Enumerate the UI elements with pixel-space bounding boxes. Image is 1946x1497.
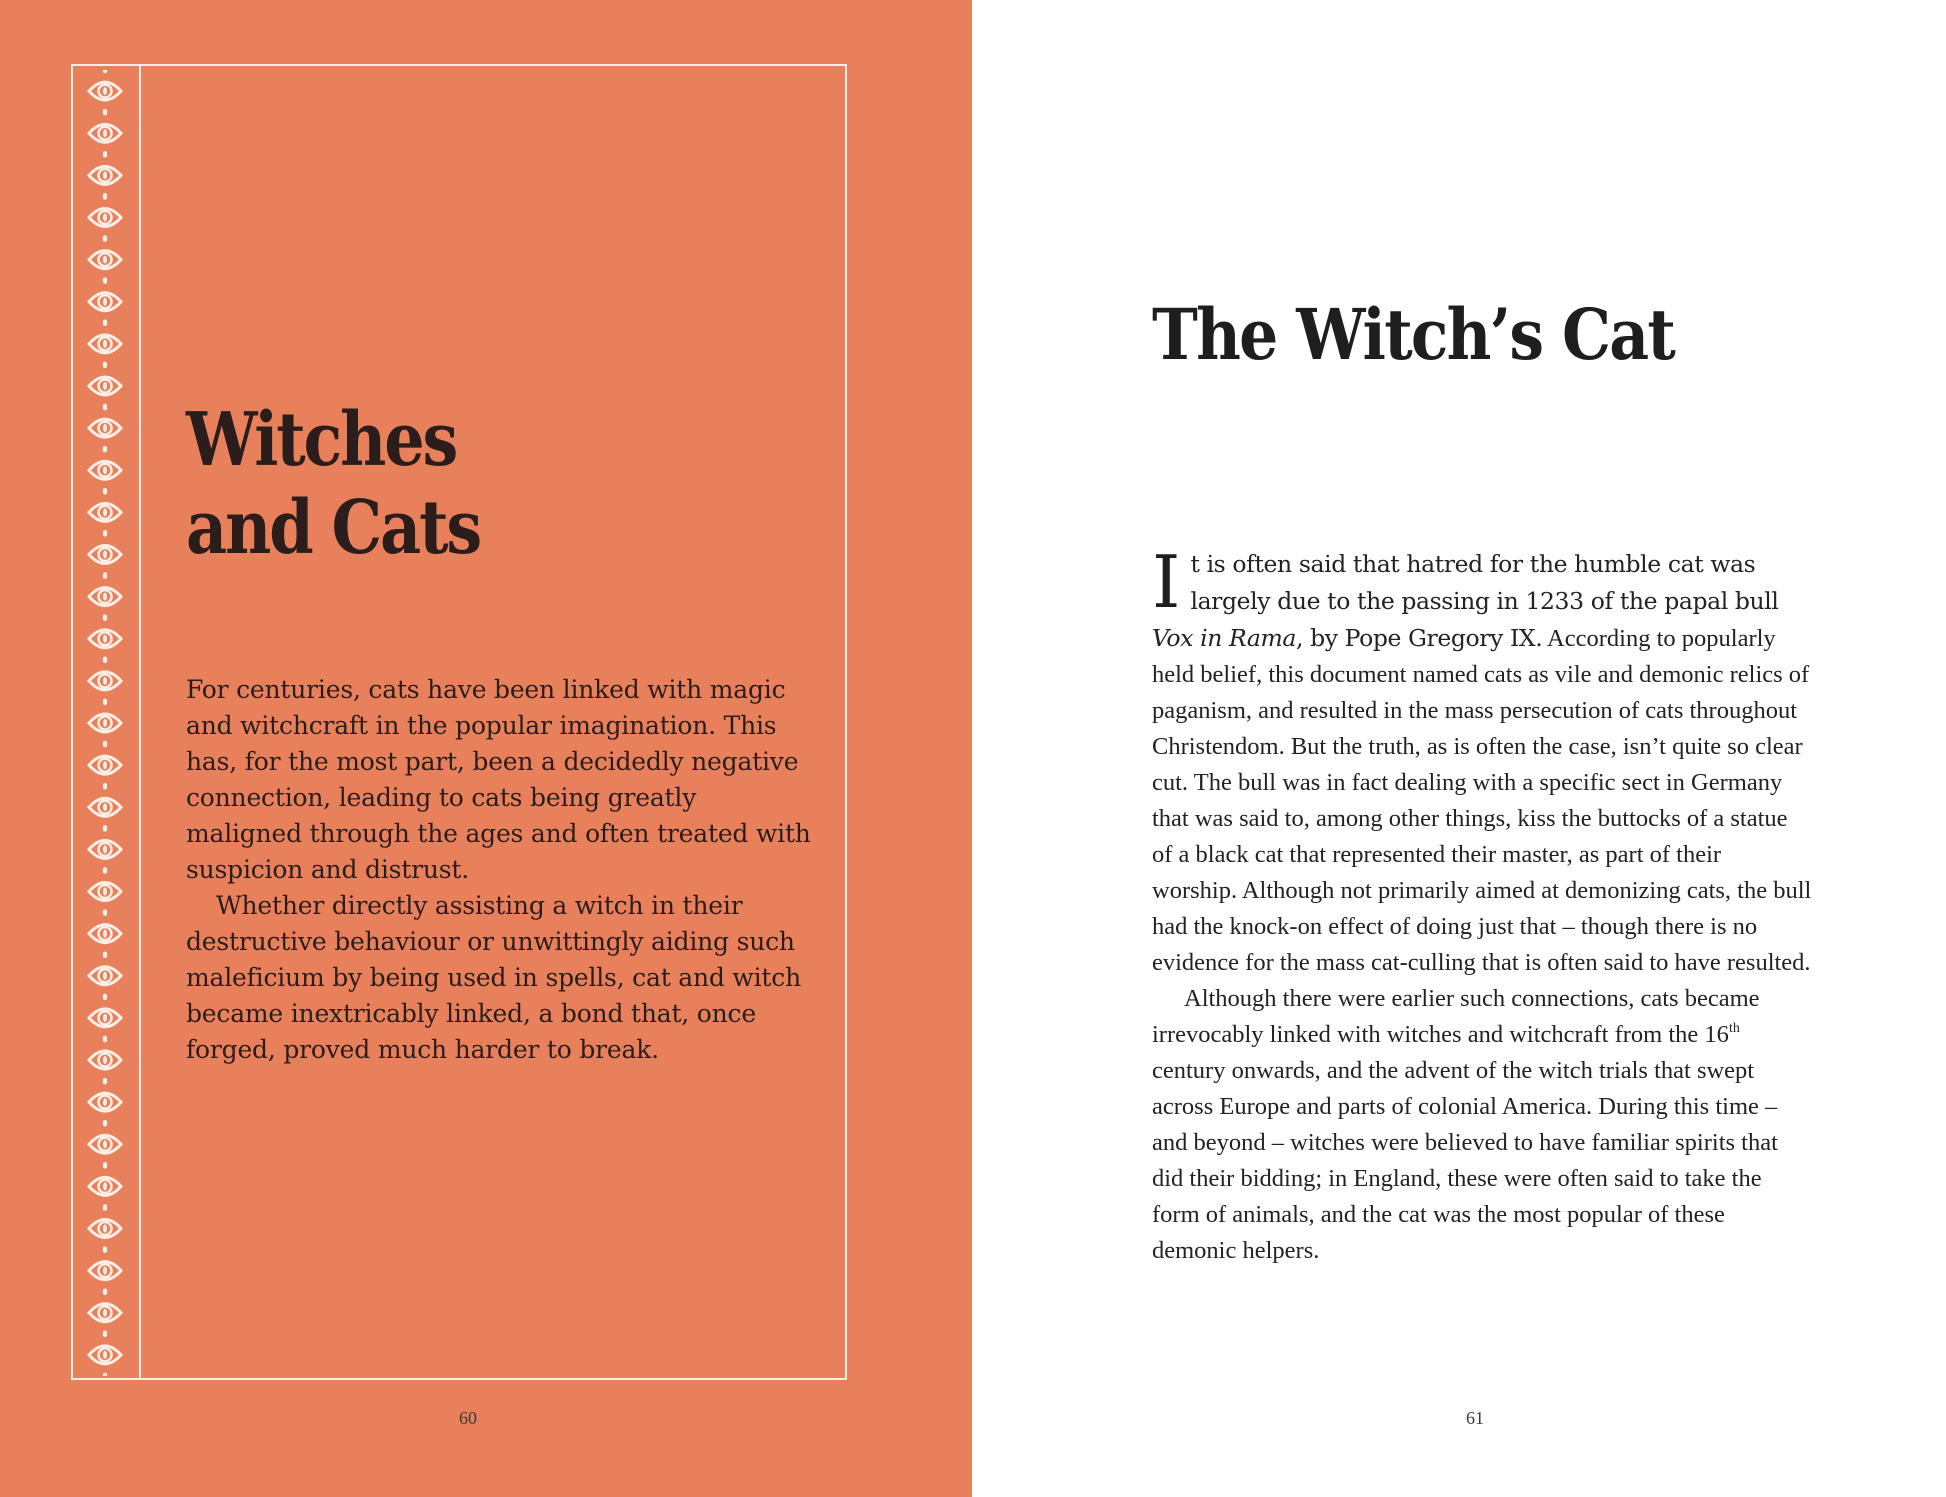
eye-ornament-icon	[89, 617, 121, 661]
eye-ornament-icon	[89, 280, 121, 324]
left-page	[0, 0, 972, 1497]
page-number-right: 61	[1466, 1408, 1484, 1428]
eye-ornament-icon	[89, 827, 121, 871]
eye-ornament-icon	[89, 659, 121, 703]
eye-ornament-icon	[89, 574, 121, 618]
body-paragraph-2	[1152, 981, 1812, 1269]
eye-ornament-icon	[89, 1080, 121, 1124]
eye-ornament-icon	[89, 237, 121, 281]
chapter-intro	[186, 672, 816, 1068]
eye-ornament-icon	[89, 1333, 121, 1376]
eye-ornament-icon	[89, 996, 121, 1040]
page-number-left: 60	[459, 1408, 477, 1428]
eye-ornament-icon	[89, 701, 121, 745]
eye-ornament-icon	[89, 1248, 121, 1292]
eye-ornament-strip	[78, 70, 132, 1376]
eye-ornament-icon	[89, 911, 121, 955]
ordinal-suffix: th	[1728, 1021, 1740, 1036]
eye-ornament-icon	[89, 785, 121, 829]
eye-ornament-icon	[89, 1206, 121, 1250]
eye-ornament-icon	[89, 490, 121, 534]
eye-ornament-icon	[89, 743, 121, 787]
body-paragraph-1	[1152, 540, 1812, 981]
eye-ornament-icon	[89, 364, 121, 408]
eye-ornament-icon	[89, 448, 121, 492]
paragraph-2-a: Although there were earlier such connections, cats became irrevocably linked with witches and witchcraft from the 16	[1152, 985, 1760, 1048]
eye-ornament-icon	[89, 195, 121, 239]
eye-ornament-icon	[89, 70, 121, 113]
eye-ornament-icon	[89, 532, 121, 576]
eye-ornament-icon	[89, 1122, 121, 1166]
section-body	[1152, 540, 1812, 1269]
drop-cap: I	[1152, 540, 1181, 624]
paragraph-1-rest: According to popularly held belief, this document named cats as vile and demonic relics of paganism, and resulted in the mass persecution of cats throughout Christendom. But the truth, as is often the case, isn’t quite so clear cut. The bull was in fact dealing with a specific sect in Germany that was said to, among other things, kiss the buttocks of a statue of a black cat that represented their master, as part of their worship. Although not primarily aimed at demonizing cats, the bull had the knock-on effect of doing just that – though there is no evidence for the mass cat-culling that is often said to have resulted.	[1152, 625, 1812, 976]
eye-ornament-icon	[89, 322, 121, 366]
eye-ornament-icon	[89, 1038, 121, 1082]
lead-in-text-2: , by Pope Gregory IX.	[1295, 624, 1543, 652]
chapter-title-line-1: Witches	[186, 397, 457, 483]
paragraph-2-b: century onwards, and the advent of the witch trials that swept across Europe and parts of colonial America. During this time – and beyond – witches were believed to have familiar spirits that did their bidding; in England, these were often said to take the form of animals, and the cat was the most popular of these demonic helpers.	[1152, 1057, 1778, 1264]
eye-ornament-icon	[89, 869, 121, 913]
eye-ornament-icon	[89, 954, 121, 998]
frame-divider	[139, 64, 141, 1380]
chapter-title	[186, 396, 668, 572]
eye-ornament-icon	[89, 1164, 121, 1208]
section-title: The Witch’s Cat	[1152, 293, 1675, 376]
chapter-title-line-2: and Cats	[186, 485, 481, 571]
lead-in-italic: Vox in Rama	[1152, 624, 1296, 652]
intro-paragraph-2: Whether directly assisting a witch in their destructive behaviour or unwittingly aiding such maleficium by being used in spells, cat and witch became inextricably linked, a bond that, once forged, proved much harder to break.	[186, 891, 801, 1064]
eye-ornament-icon	[89, 1291, 121, 1335]
eye-ornament-icon	[89, 406, 121, 450]
eye-ornament-icon	[89, 153, 121, 197]
eye-ornament-icon	[89, 111, 121, 155]
intro-paragraph-1: For centuries, cats have been linked with magic and witchcraft in the popular imagination. This has, for the most part, been a decidedly negative connection, leading to cats being greatly maligned through the ages and often treated with suspicion and distrust.	[186, 675, 811, 884]
lead-in-text-1: t is often said that hatred for the humble cat was largely due to the passing in 1233 of the papal bull	[1190, 550, 1779, 615]
